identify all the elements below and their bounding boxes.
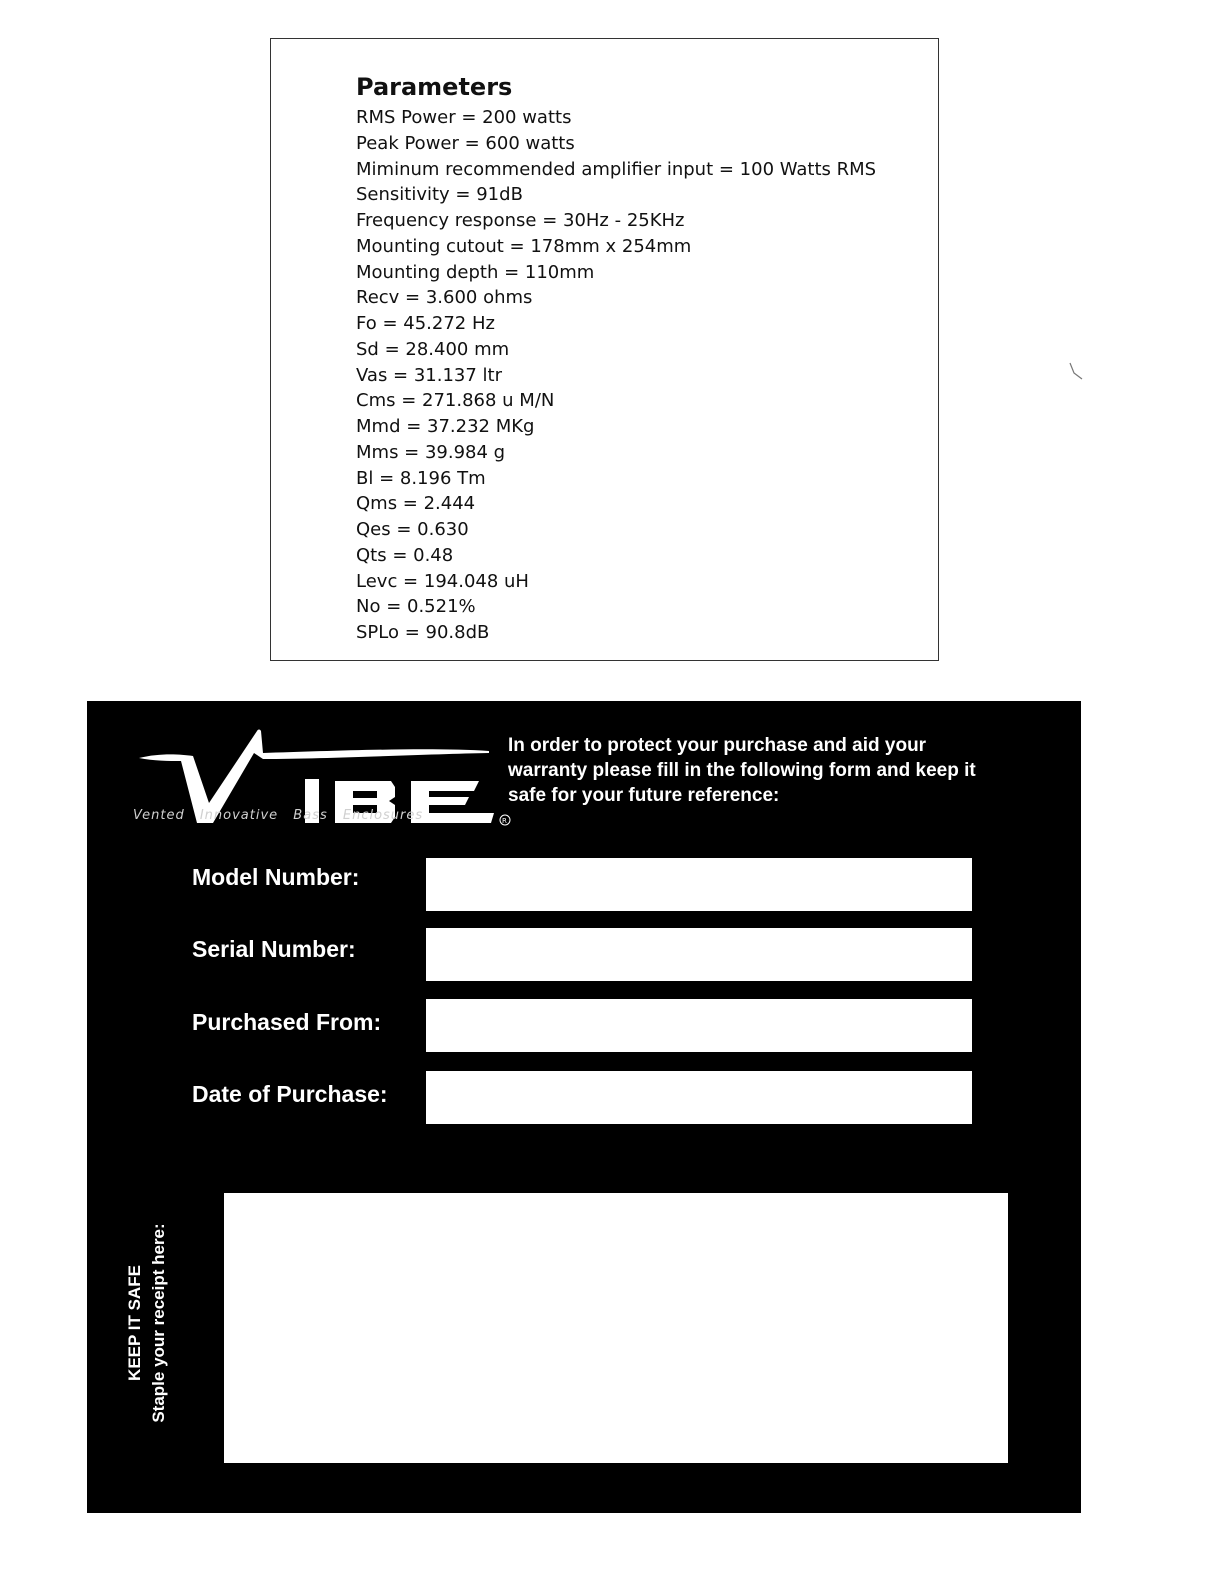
parameter-item: Mmd = 37.232 MKg — [356, 416, 535, 437]
parameter-item: Mms = 39.984 g — [356, 441, 506, 463]
parameter-item: Cms = 271.868 u M/N — [356, 390, 555, 412]
parameter-item: Sensitivity = 91dB — [356, 184, 523, 206]
model-number-field[interactable] — [426, 858, 972, 911]
serial-number-label: Serial Number: — [192, 936, 356, 962]
parameter-item: Bl = 8.196 Tm — [356, 467, 486, 489]
keep-it-safe-heading: KEEP IT SAFE — [125, 1265, 144, 1381]
parameter-item: Fo = 45.272 Hz — [356, 313, 495, 334]
staple-receipt-instruction: Staple your receipt here: — [149, 1223, 168, 1423]
warranty-card — [87, 701, 1081, 1513]
model-number-label: Model Number: — [192, 864, 360, 890]
parameter-item: Qms = 2.444 — [356, 493, 476, 515]
parameter-item: No = 0.521% — [356, 596, 476, 618]
parameter-item: Frequency response = 30Hz - 25KHz — [356, 210, 685, 231]
parameters-list — [356, 105, 876, 646]
parameter-item: Mounting cutout = 178mm x 254mm — [356, 235, 692, 257]
parameters-panel — [270, 38, 939, 661]
receipt-caption — [123, 1193, 183, 1453]
parameter-item: RMS Power = 200 watts — [356, 107, 572, 128]
parameter-item: Vas = 31.137 ltr — [356, 364, 503, 386]
receipt-staple-area — [224, 1193, 1008, 1463]
purchased-from-label: Purchased From: — [192, 1009, 382, 1035]
parameter-item: Miminum recommended amplifier input = 100 Watts RMS — [356, 158, 877, 180]
svg-text:R: R — [502, 817, 507, 825]
parameter-item: Qts = 0.48 — [356, 544, 454, 566]
parameter-item: Qes = 0.630 — [356, 519, 469, 540]
parameter-item: Levc = 194.048 uH — [356, 570, 529, 592]
parameter-item: SPLo = 90.8dB — [356, 622, 490, 643]
intro-text: In order to protect your purchase and aid your warranty please fill in the following form and keep it safe for your future reference: — [508, 735, 976, 806]
parameter-item: Sd = 28.400 mm — [356, 338, 510, 360]
logo-tagline: Vented Innovative Bass Enclosures — [133, 808, 424, 823]
parameter-item: Recv = 3.600 ohms — [356, 287, 533, 309]
purchased-from-field[interactable] — [426, 999, 972, 1052]
serial-number-field[interactable] — [426, 928, 972, 981]
parameter-item: Mounting depth = 110mm — [356, 261, 595, 283]
scan-mark — [1069, 362, 1083, 380]
date-of-purchase-label: Date of Purchase: — [192, 1081, 388, 1107]
parameter-item: Peak Power = 600 watts — [356, 132, 575, 154]
parameters-title: Parameters — [356, 73, 513, 101]
date-of-purchase-field[interactable] — [426, 1071, 972, 1124]
